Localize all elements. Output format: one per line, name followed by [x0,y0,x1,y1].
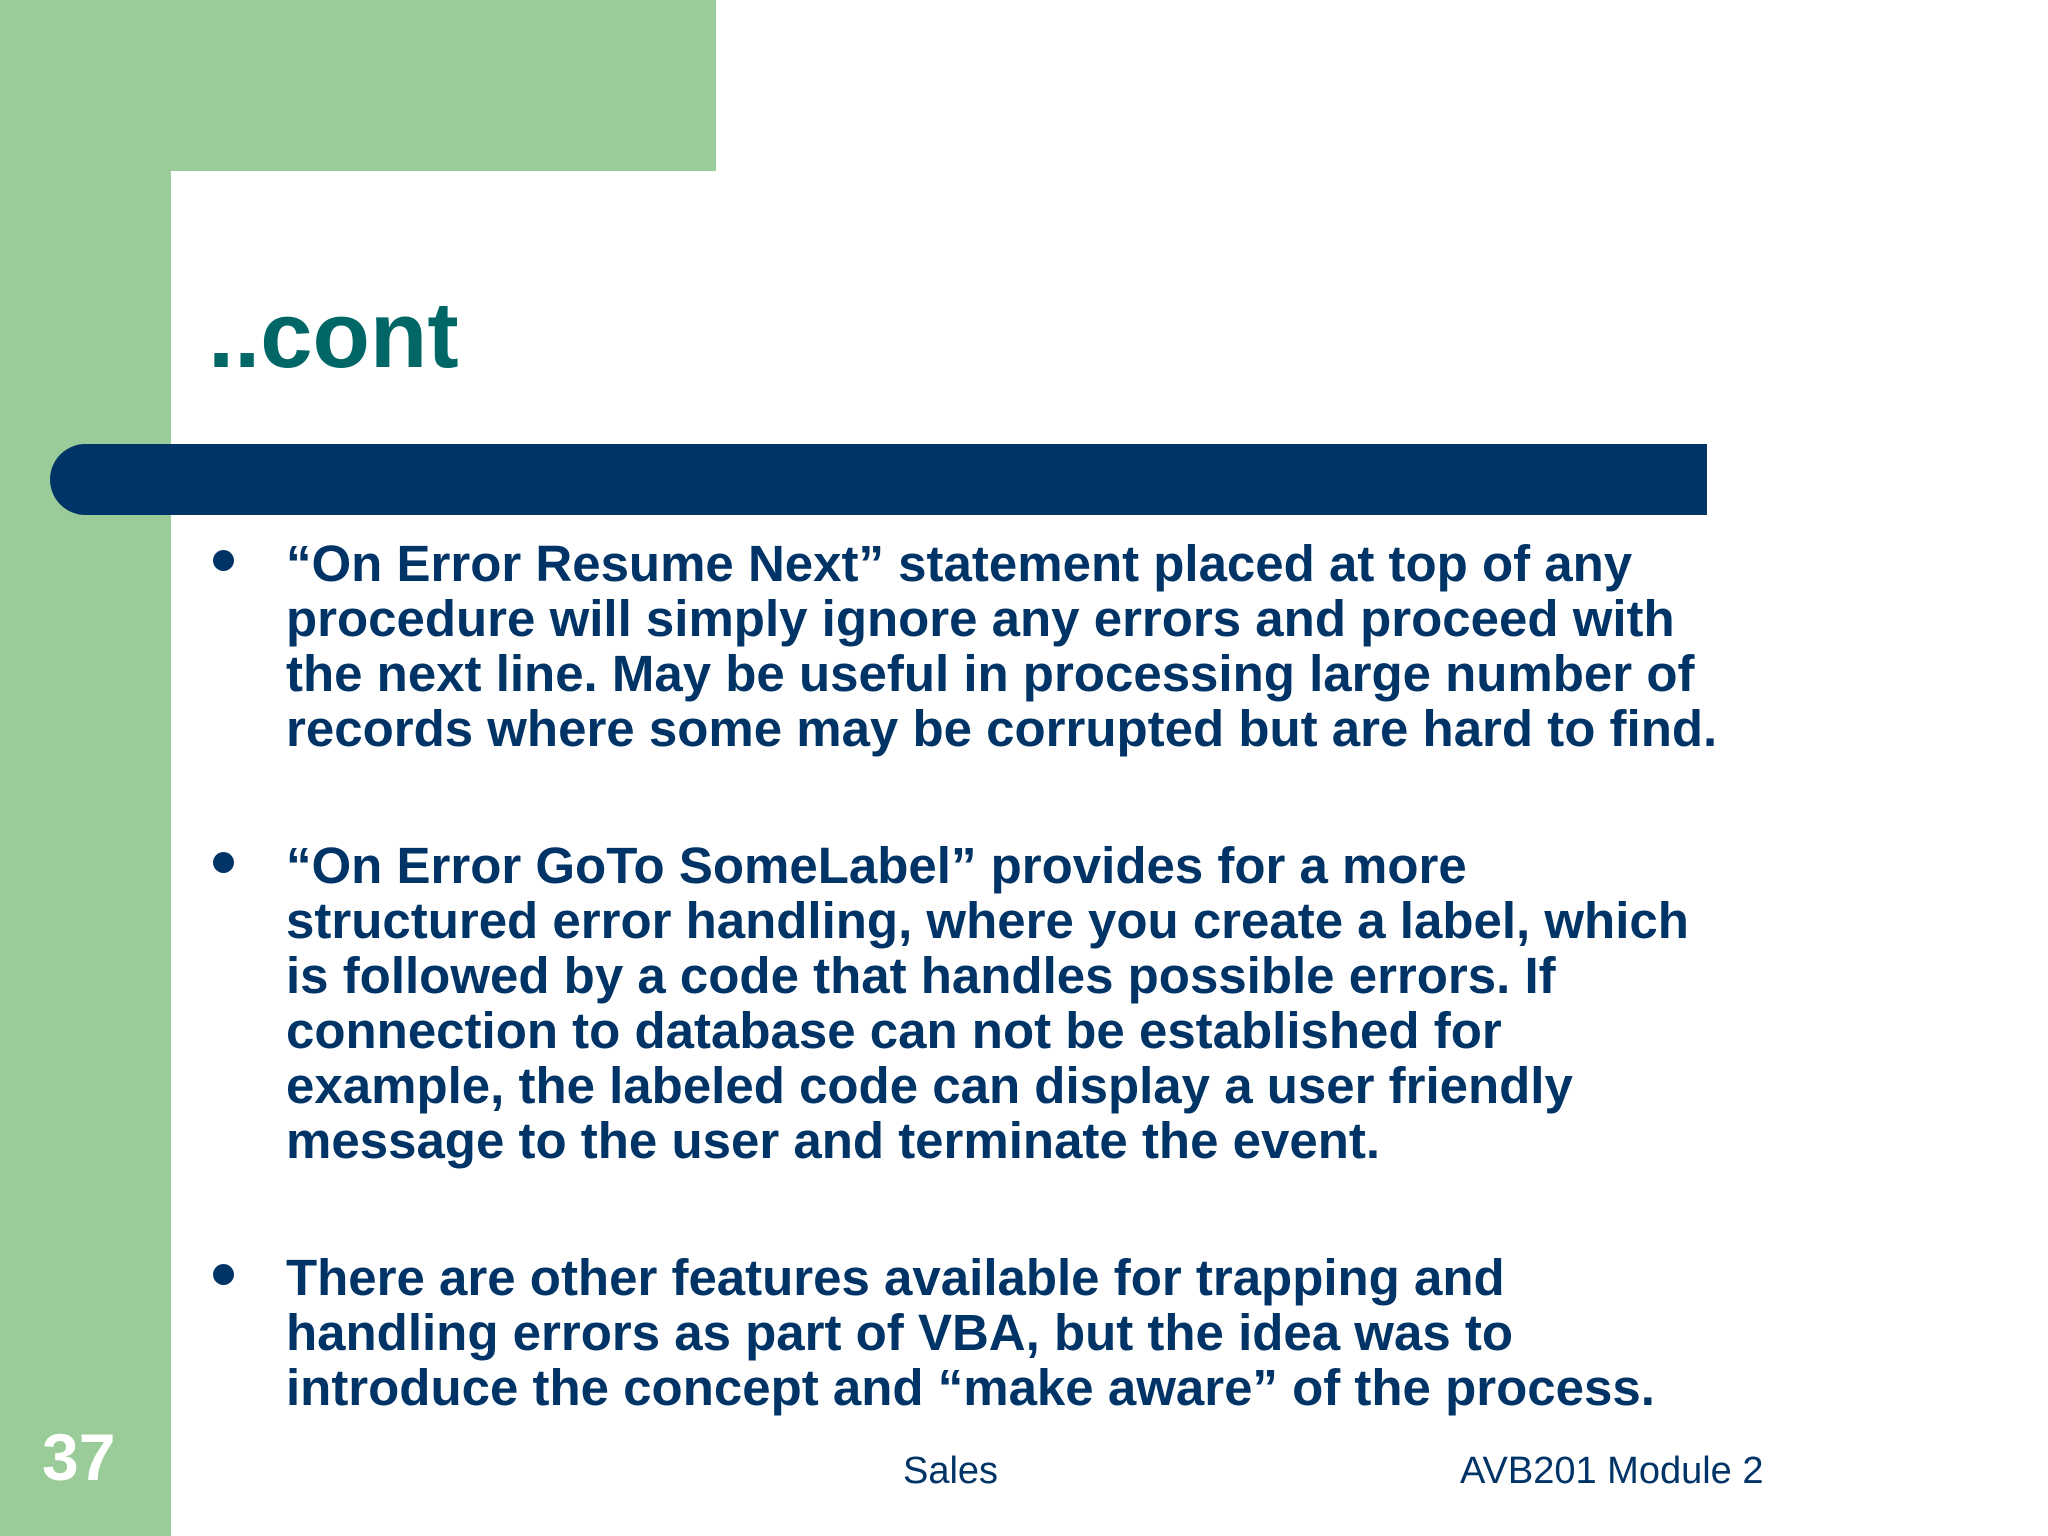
green-top-band [0,0,716,171]
footer-center-text: Sales [903,1450,999,1492]
bullet-item [208,536,1908,756]
bullet-dot-icon [213,1264,234,1285]
title-underline-bar [50,444,1707,515]
bullet-line: message to the user and terminate the event. [286,1112,1381,1169]
green-sidebar [0,0,171,1536]
bullet-line: is followed by a code that handles possible errors. If [286,947,1556,1004]
bullet-line: procedure will simply ignore any errors and proceed with [286,590,1675,647]
bullet-line: structured error handling, where you create a label, which [286,892,1689,949]
bullet-line: the next line. May be useful in processing large number of [286,645,1695,702]
bullet-line: “On Error Resume Next” statement placed at top of any [286,535,1633,592]
bullet-line: records where some may be corrupted but are hard to find. [286,700,1718,757]
bullet-line: example, the labeled code can display a user friendly [286,1057,1573,1114]
bullet-line: “On Error GoTo SomeLabel” provides for a more [286,837,1467,894]
bullet-dot-icon [213,550,234,571]
bullet-line: handling errors as part of VBA, but the idea was to [286,1304,1514,1361]
bullet-list [208,536,1908,1415]
bullet-line: There are other features available for trapping and [286,1249,1505,1306]
footer-right-text: AVB201 Module 2 [1460,1450,1764,1492]
bullet-line: connection to database can not be established for [286,1002,1502,1059]
bullet-dot-icon [213,852,234,873]
bullet-item [208,838,1908,1168]
slide-number: 37 [42,1420,116,1494]
bullet-item [208,1250,1908,1415]
slide-title: ..cont [208,282,459,387]
bullet-line: introduce the concept and “make aware” of the process. [286,1359,1655,1416]
